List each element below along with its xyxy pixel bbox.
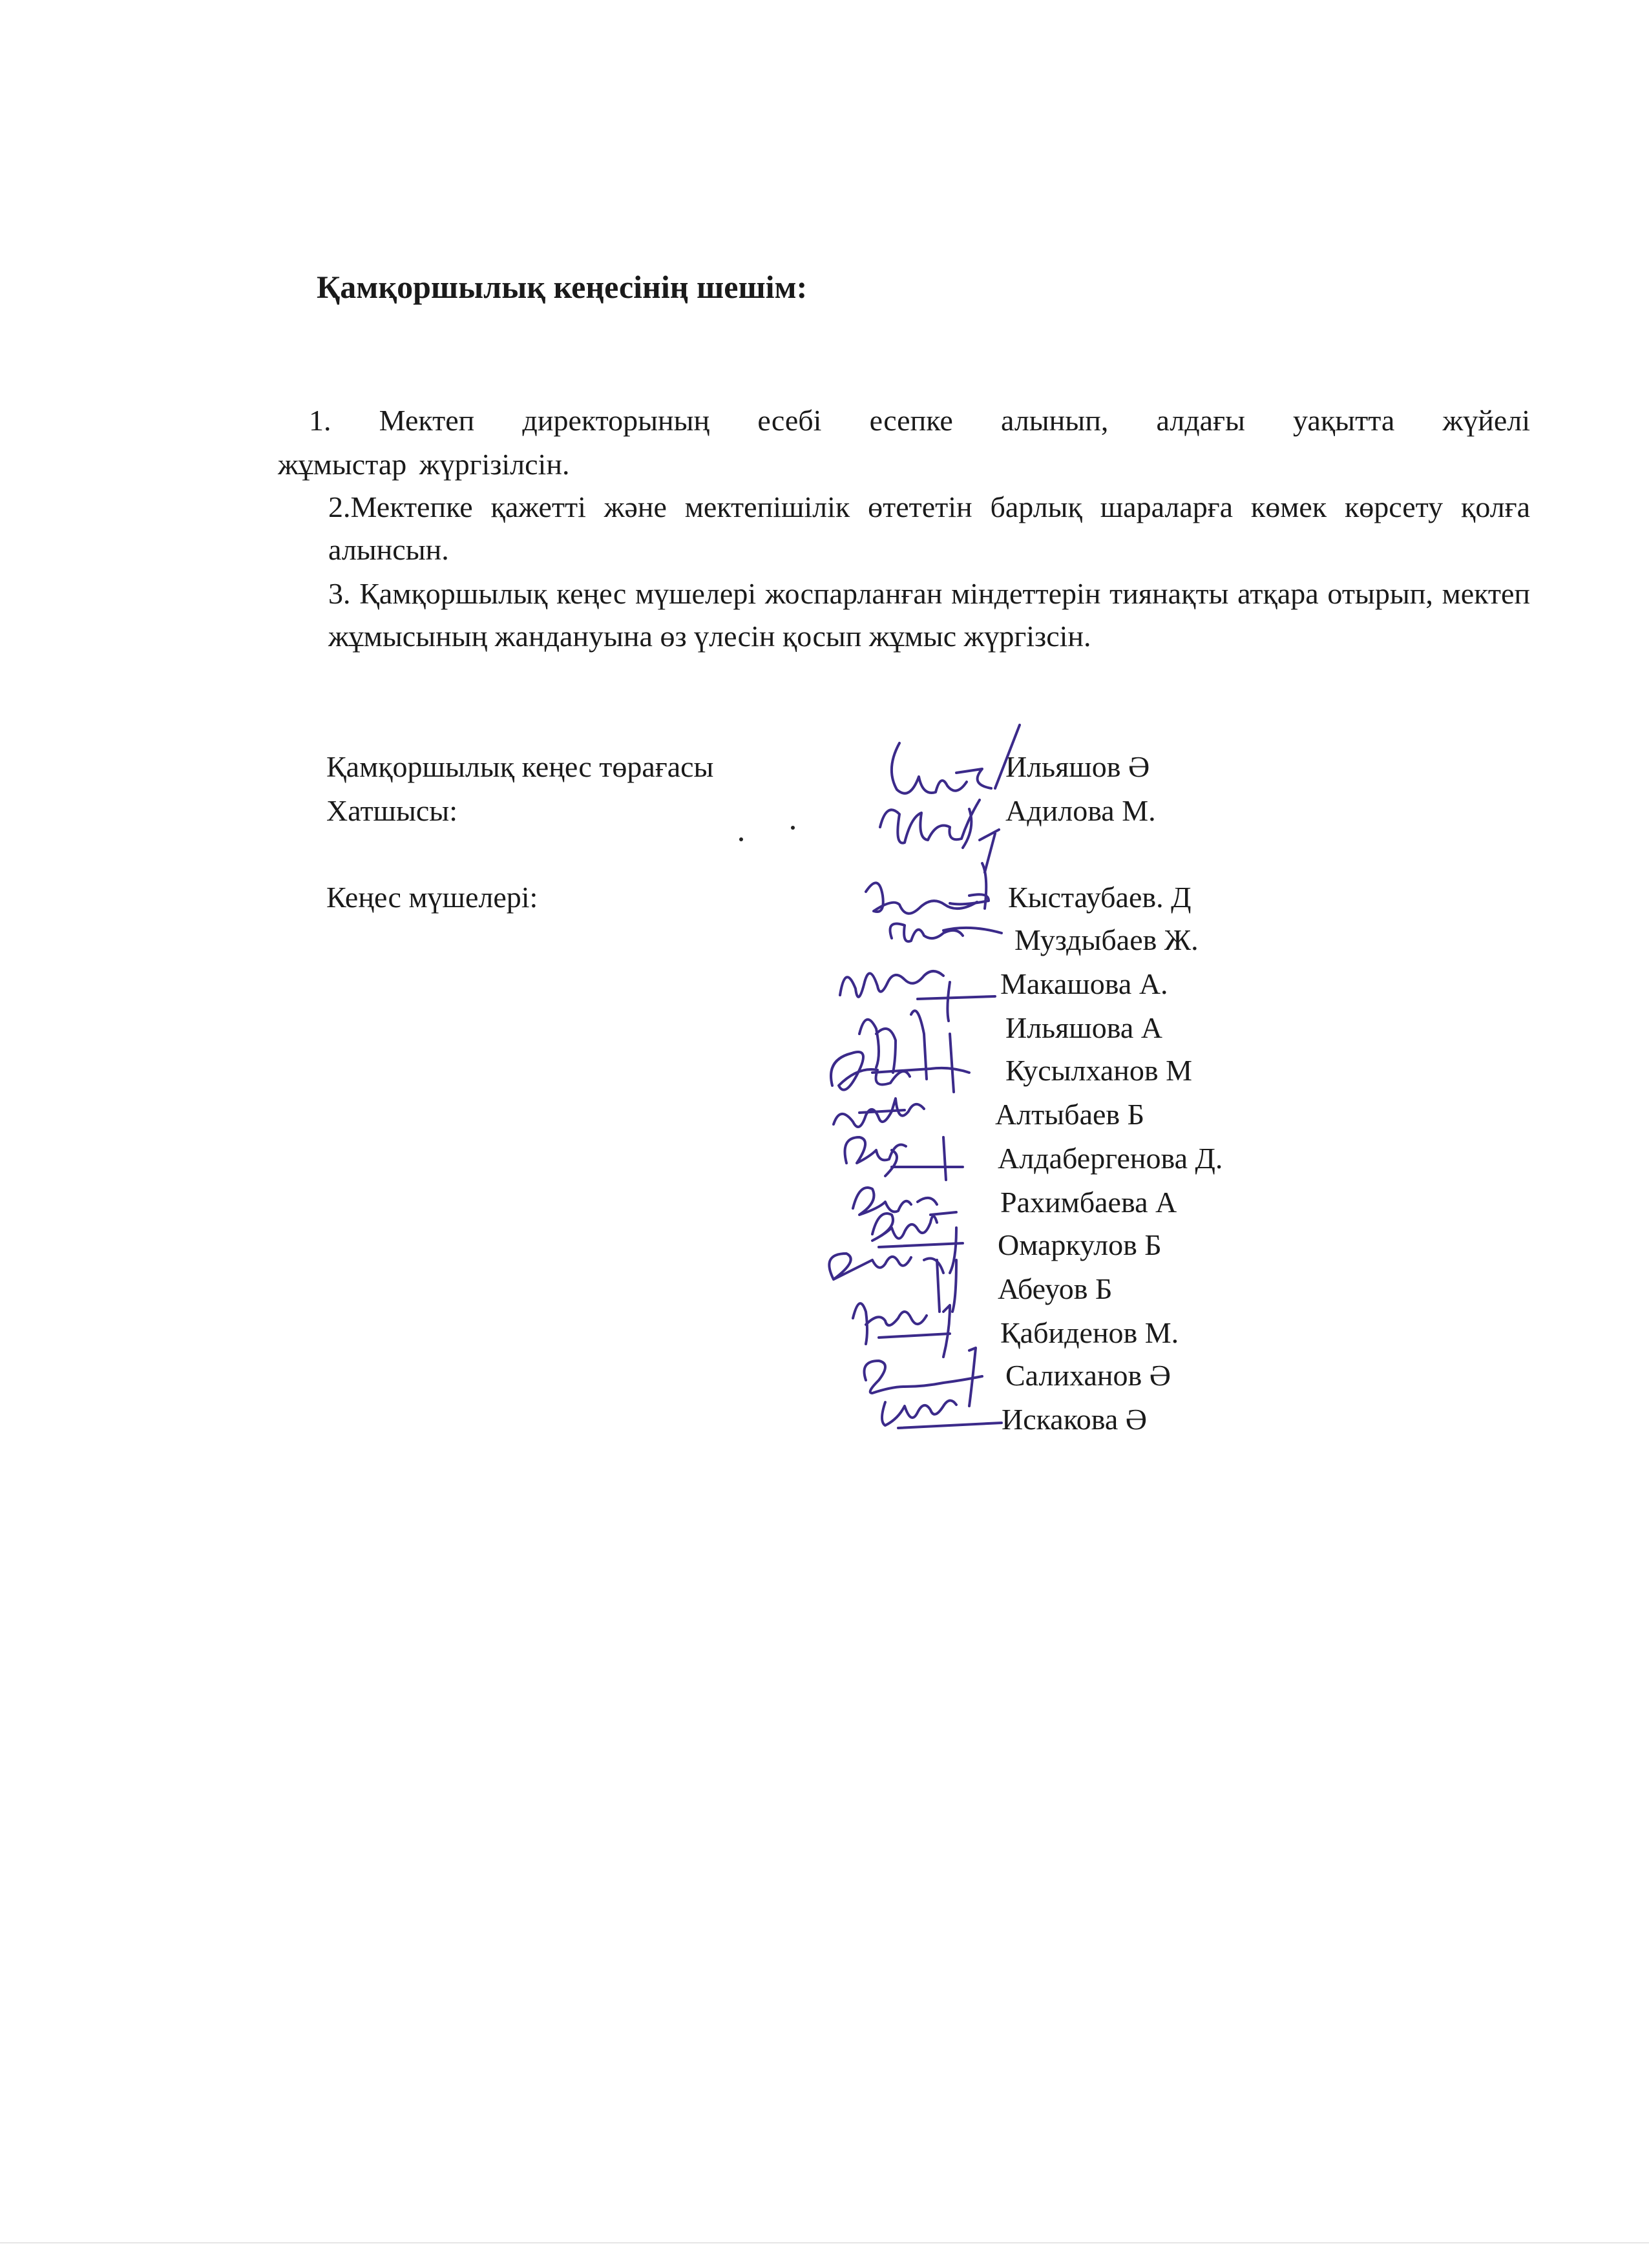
- signature-member-8: [853, 1188, 956, 1215]
- member-name: Рахимбаева А: [1000, 1186, 1177, 1219]
- secretary-label: Хатшысы:: [326, 794, 457, 827]
- member-name: Кыстаубаев. Д: [1008, 881, 1192, 914]
- member-name: Искакова Ә: [1002, 1403, 1147, 1436]
- chair-label: Қамқоршылық кеңес төрағасы: [326, 750, 714, 783]
- signature-member-2: [890, 924, 1002, 942]
- member-name: Қабиденов М.: [1000, 1316, 1179, 1349]
- signature-member-13: [882, 1400, 1002, 1428]
- member-name: Алдабергенова Д.: [998, 1142, 1223, 1175]
- member-name: Салиханов Ә: [1005, 1359, 1171, 1392]
- signature-member-1: [866, 863, 989, 914]
- decision-item-2: 2.Мектепке қажетті және мектепішілік өтететін барлық шараларға көмек көрсету қолға алынсын.: [328, 490, 1530, 566]
- member-name: Омаркулов Б: [998, 1228, 1162, 1261]
- signature-secretary: [880, 800, 999, 872]
- scan-edge-line: [0, 2242, 1649, 2243]
- member-name: Кусылханов М: [1005, 1054, 1193, 1087]
- decision-item-3: 3. Қамқоршылық кеңес мүшелері жоспарланған міндеттерін тиянақты атқара отырып, мектеп жұмысының жандануына өз үлесін қосып жұмыс жүргізсін.: [328, 577, 1530, 653]
- decision-item-1-line-2: жұмыстар жүргізілсін.: [278, 448, 570, 481]
- decision-heading: Қамқоршылық кеңесінің шешім:: [317, 269, 808, 305]
- signature-chair: [892, 725, 1020, 793]
- signature-member-12: [865, 1348, 983, 1406]
- members-label: Кеңес мүшелері:: [326, 881, 538, 914]
- signature-member-4: [859, 1011, 954, 1092]
- scan-speck: [739, 837, 743, 841]
- member-name: Макашова А.: [1000, 967, 1168, 1000]
- signature-member-6: [834, 1098, 924, 1127]
- signature-member-10: [829, 1254, 956, 1312]
- signature-member-3: [840, 971, 995, 1021]
- signature-member-5: [831, 1052, 969, 1090]
- secretary-name: Адилова М.: [1005, 794, 1156, 827]
- decision-item-1-line-1: 1. Мектеп директорының есебі есепке алынып, алдағы уақытта жүйелі: [309, 404, 1530, 437]
- signature-member-9: [872, 1213, 963, 1273]
- member-name: Алтыбаев Б: [995, 1098, 1145, 1131]
- signature-member-7: [845, 1137, 963, 1180]
- chair-name: Ильяшов Ә: [1005, 750, 1150, 783]
- member-name: Муздыбаев Ж.: [1014, 923, 1199, 956]
- member-name: Ильяшова А: [1005, 1011, 1162, 1044]
- signature-member-11: [853, 1303, 950, 1357]
- scan-speck: [791, 826, 795, 830]
- member-name: Абеуов Б: [998, 1272, 1113, 1305]
